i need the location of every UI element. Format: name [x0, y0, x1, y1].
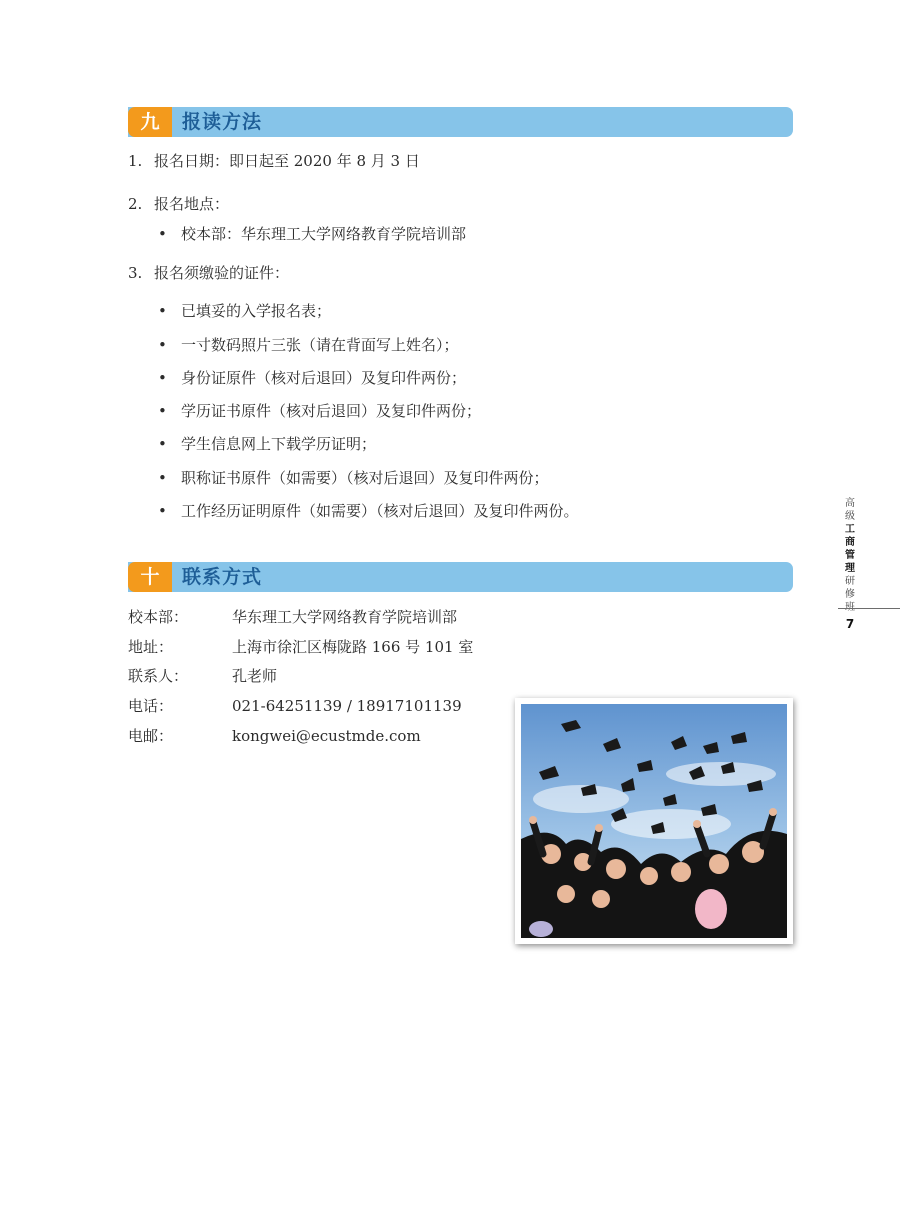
bullet-dot-icon: • — [158, 369, 167, 387]
section-number-badge: 九 — [128, 107, 172, 137]
contact-label-person: 联系人： — [128, 667, 189, 685]
contact-value-email: kongwei@ecustmde.com — [232, 727, 421, 745]
item-number: 1. — [128, 152, 143, 170]
side-char: 研 — [845, 576, 855, 587]
bullet-dot-icon: • — [158, 435, 167, 453]
item-text: 报名日期：即日起至 2020 年 8 月 3 日 — [154, 152, 420, 170]
graduation-photo — [515, 698, 793, 944]
bullet-text: 职称证书原件（如需要）（核对后退回）及复印件两份； — [181, 469, 549, 487]
contact-label-campus: 校本部： — [128, 608, 189, 626]
bullet-dot-icon: • — [158, 336, 167, 354]
bullet-text: 一寸数码照片三张（请在背面写上姓名）； — [181, 336, 459, 354]
side-char: 工 — [845, 524, 855, 535]
item-text: 报名地点： — [154, 195, 230, 213]
bullet-text: 已填妥的入学报名表； — [181, 302, 332, 320]
item-text: 报名须缴验的证件： — [154, 264, 290, 282]
side-tab-title — [838, 497, 862, 614]
bullet-text: 学生信息网上下载学历证明； — [181, 435, 377, 453]
bullet-dot-icon: • — [158, 469, 167, 487]
bullet-text: 校本部：华东理工大学网络教育学院培训部 — [181, 225, 467, 243]
contact-label-email: 电邮： — [128, 727, 174, 745]
contact-value-address: 上海市徐汇区梅陇路 166 号 101 室 — [232, 638, 474, 656]
contact-value-campus: 华东理工大学网络教育学院培训部 — [232, 608, 458, 626]
side-char: 管 — [845, 550, 855, 561]
section-title: 报读方法 — [182, 111, 263, 133]
list-item-required-documents — [128, 263, 289, 283]
section-header-10 — [128, 562, 793, 592]
side-divider — [838, 608, 900, 609]
list-item-registration-date — [128, 151, 420, 171]
section-header-9 — [128, 107, 793, 137]
list-item-registration-location — [128, 194, 229, 214]
side-char: 高 — [845, 498, 855, 509]
bullet-text: 身份证原件（核对后退回）及复印件两份； — [181, 369, 467, 387]
bullet-text: 工作经历证明原件（如需要）（核对后退回）及复印件两份。 — [181, 502, 579, 520]
section-title: 联系方式 — [182, 566, 263, 588]
bullet-dot-icon: • — [158, 302, 167, 320]
contact-label-phone: 电话： — [128, 697, 174, 715]
side-char: 理 — [845, 563, 855, 574]
item-number: 3. — [128, 264, 143, 282]
contact-label-address: 地址： — [128, 638, 174, 656]
side-char: 修 — [845, 589, 855, 600]
contact-value-person: 孔老师 — [232, 667, 278, 685]
bullet-text: 学历证书原件（核对后退回）及复印件两份； — [181, 402, 482, 420]
bullet-dot-icon: • — [158, 502, 167, 520]
section-number-badge: 十 — [128, 562, 172, 592]
contact-value-phone: 021-64251139 / 18917101139 — [232, 697, 462, 715]
item-number: 2. — [128, 195, 143, 213]
side-char: 商 — [845, 537, 855, 548]
bullet-dot-icon: • — [158, 402, 167, 420]
graduation-illustration — [521, 704, 787, 938]
bullet-dot-icon: • — [158, 225, 167, 243]
page-number: 7 — [845, 617, 855, 631]
side-char: 级 — [845, 511, 855, 522]
